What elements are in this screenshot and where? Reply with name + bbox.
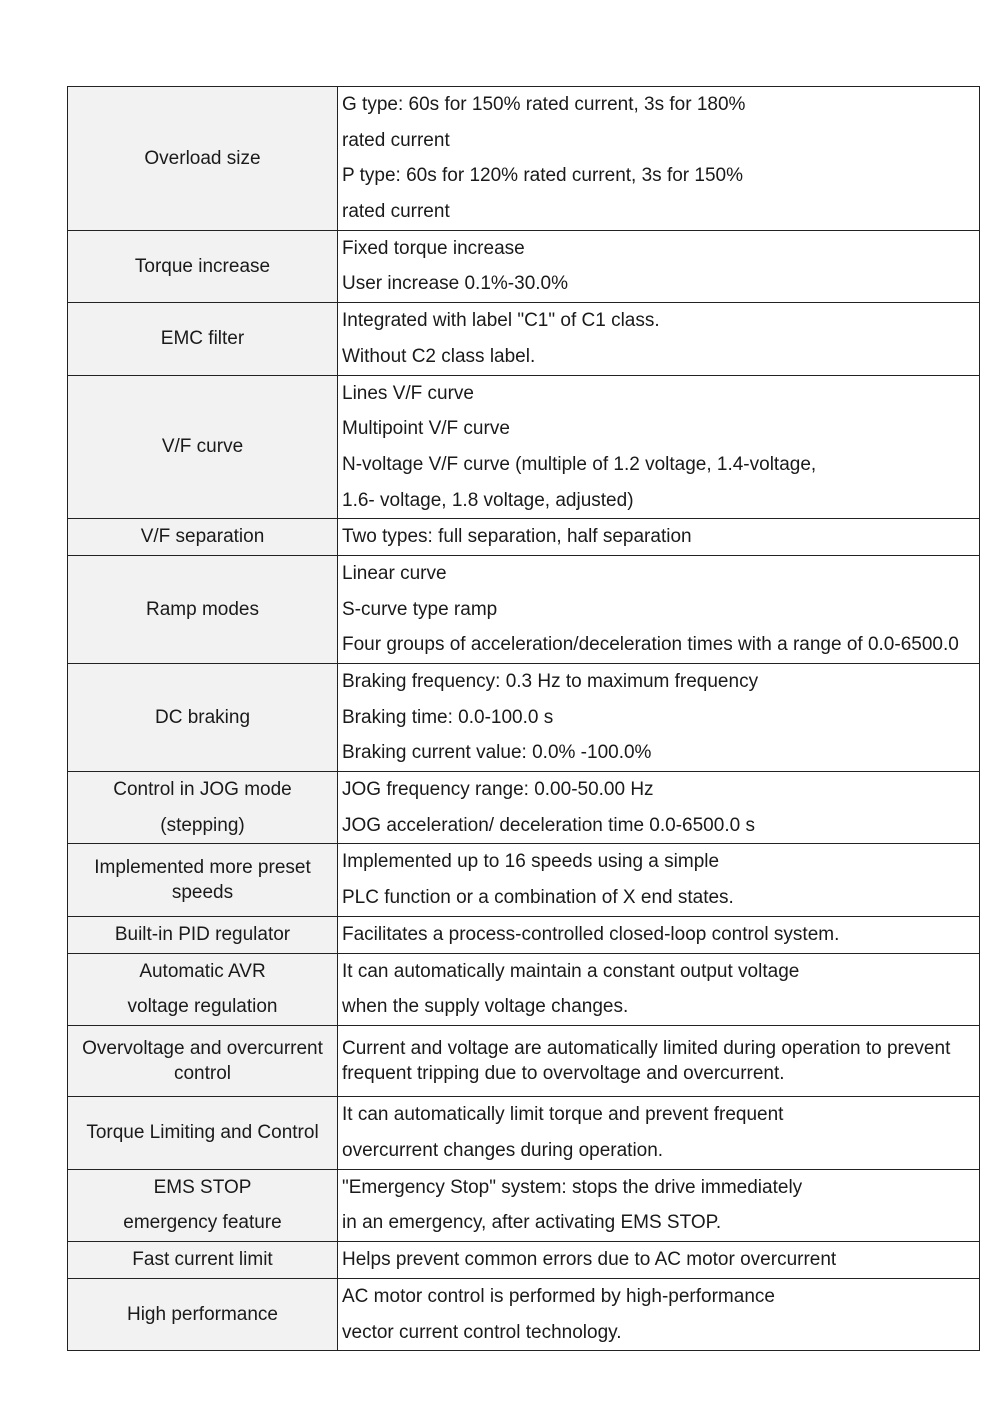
- feature-description: [338, 1169, 980, 1241]
- feature-label: [68, 1025, 338, 1096]
- desc-line: Braking time: 0.0-100.0 s: [342, 706, 554, 728]
- desc-line: when the supply voltage changes.: [342, 996, 629, 1018]
- feature-description: [338, 230, 980, 302]
- feature-description: [338, 519, 980, 556]
- label-line: Implemented more preset: [94, 857, 311, 879]
- desc-line: G type: 60s for 150% rated current, 3s for 180%: [342, 94, 746, 115]
- feature-description: [338, 303, 980, 375]
- row-pid-regulator: [68, 916, 980, 953]
- desc-line: 1.6- voltage, 1.8 voltage, adjusted): [342, 489, 634, 511]
- label-line: Built-in PID regulator: [114, 923, 291, 945]
- desc-line: PLC function or a combination of X end states.: [342, 887, 734, 909]
- desc-line: vector current control technology.: [342, 1321, 622, 1343]
- row-dc-braking: [68, 664, 980, 772]
- feature-description: [338, 87, 980, 231]
- feature-label: [68, 664, 338, 772]
- label-line: EMS STOP: [153, 1176, 252, 1198]
- label-line: (stepping): [160, 814, 245, 836]
- desc-line: P type: 60s for 120% rated current, 3s for 150%: [342, 165, 743, 187]
- feature-description: [338, 953, 980, 1025]
- row-emc-filter: [68, 303, 980, 375]
- desc-line: AC motor control is performed by high-performance: [342, 1285, 775, 1307]
- desc-line: Facilitates a process-controlled closed-loop control system.: [342, 923, 840, 945]
- row-torque-increase: [68, 230, 980, 302]
- desc-line: Helps prevent common errors due to AC motor overcurrent: [342, 1249, 837, 1271]
- feature-label: [68, 87, 338, 231]
- label-line: V/F curve: [161, 436, 244, 458]
- desc-line: Braking current value: 0.0% -100.0%: [342, 742, 652, 764]
- desc-line: Braking frequency: 0.3 Hz to maximum frequency: [342, 671, 759, 693]
- row-vf-separation: [68, 519, 980, 556]
- feature-description: [338, 1025, 980, 1096]
- desc-line: Two types: full separation, half separation: [342, 526, 692, 548]
- feature-description: [338, 1278, 980, 1350]
- desc-line: overcurrent changes during operation.: [342, 1140, 664, 1162]
- desc-line: in an emergency, after activating EMS STOP.: [342, 1212, 722, 1234]
- desc-line: Fixed torque increase: [342, 237, 525, 259]
- desc-line: Without C2 class label.: [342, 345, 536, 367]
- spec-table: [67, 86, 980, 1351]
- desc-line: "Emergency Stop" system: stops the drive immediately: [342, 1176, 803, 1198]
- label-line: V/F separation: [140, 526, 265, 548]
- feature-label: [68, 916, 338, 953]
- feature-description: [338, 555, 980, 663]
- label-line: Overvoltage and overcurrent: [82, 1038, 323, 1060]
- desc-line: User increase 0.1%-30.0%: [342, 273, 568, 295]
- label-line: Ramp modes: [146, 598, 259, 620]
- desc-line: Implemented up to 16 speeds using a simple: [342, 851, 720, 873]
- label-line: voltage regulation: [127, 996, 278, 1018]
- feature-label: [68, 519, 338, 556]
- label-line: Fast current limit: [132, 1249, 273, 1271]
- feature-label: [68, 1169, 338, 1241]
- row-torque-limiting: [68, 1097, 980, 1169]
- desc-line: Linear curve: [342, 562, 447, 584]
- row-preset-speeds: [68, 844, 980, 916]
- feature-description: [338, 916, 980, 953]
- feature-label: [68, 1278, 338, 1350]
- desc-line: It can automatically maintain a constant output voltage: [342, 960, 800, 982]
- label-line: High performance: [126, 1303, 279, 1325]
- feature-description: [338, 844, 980, 916]
- desc-line: Lines V/F curve: [342, 382, 474, 404]
- feature-label: [68, 230, 338, 302]
- feature-description: [338, 375, 980, 519]
- feature-label: [68, 772, 338, 844]
- label-line: Automatic AVR: [139, 960, 266, 982]
- row-vf-curve: [68, 375, 980, 519]
- label-line: DC braking: [154, 706, 251, 728]
- row-fast-current-limit: [68, 1242, 980, 1279]
- desc-line: Four groups of acceleration/deceleration times with a range of 0.0-6500.0: [342, 634, 959, 656]
- feature-description: [338, 1242, 980, 1279]
- row-high-performance: [68, 1278, 980, 1350]
- row-ems-stop: [68, 1169, 980, 1241]
- label-line: emergency feature: [123, 1212, 282, 1234]
- desc-line: JOG acceleration/ deceleration time 0.0-6500.0 s: [342, 814, 755, 836]
- desc-line: N-voltage V/F curve (multiple of 1.2 voltage, 1.4-voltage,: [342, 453, 817, 475]
- desc-line: rated current: [342, 129, 450, 151]
- label-line: Torque Limiting and Control: [86, 1122, 319, 1144]
- label-line: EMC filter: [160, 327, 245, 349]
- desc-line: S-curve type ramp: [342, 598, 498, 620]
- label-line: control: [173, 1063, 232, 1085]
- desc-line: rated current: [342, 201, 450, 223]
- row-overload-size: [68, 87, 980, 231]
- label-line: speeds: [171, 882, 234, 904]
- feature-label: [68, 953, 338, 1025]
- row-overvoltage-control: [68, 1025, 980, 1096]
- desc-line: It can automatically limit torque and prevent frequent: [342, 1104, 784, 1126]
- desc-line: Multipoint V/F curve: [342, 418, 510, 440]
- label-line: Overload size: [144, 147, 261, 169]
- row-jog-control: [68, 772, 980, 844]
- feature-label: [68, 844, 338, 916]
- label-line: Torque increase: [134, 255, 271, 277]
- feature-description: [338, 772, 980, 844]
- desc-line: Current and voltage are automatically limited during operation to prevent: [342, 1038, 951, 1060]
- feature-description: [338, 664, 980, 772]
- feature-label: [68, 303, 338, 375]
- row-avr-regulation: [68, 953, 980, 1025]
- desc-line: JOG frequency range: 0.00-50.00 Hz: [342, 779, 654, 801]
- feature-description: [338, 1097, 980, 1169]
- label-line: Control in JOG mode: [113, 779, 292, 801]
- feature-label: [68, 555, 338, 663]
- feature-label: [68, 1242, 338, 1279]
- desc-line: Integrated with label "C1" of C1 class.: [342, 310, 660, 332]
- row-ramp-modes: [68, 555, 980, 663]
- desc-line: frequent tripping due to overvoltage and overcurrent.: [342, 1063, 785, 1085]
- feature-label: [68, 1097, 338, 1169]
- feature-label: [68, 375, 338, 519]
